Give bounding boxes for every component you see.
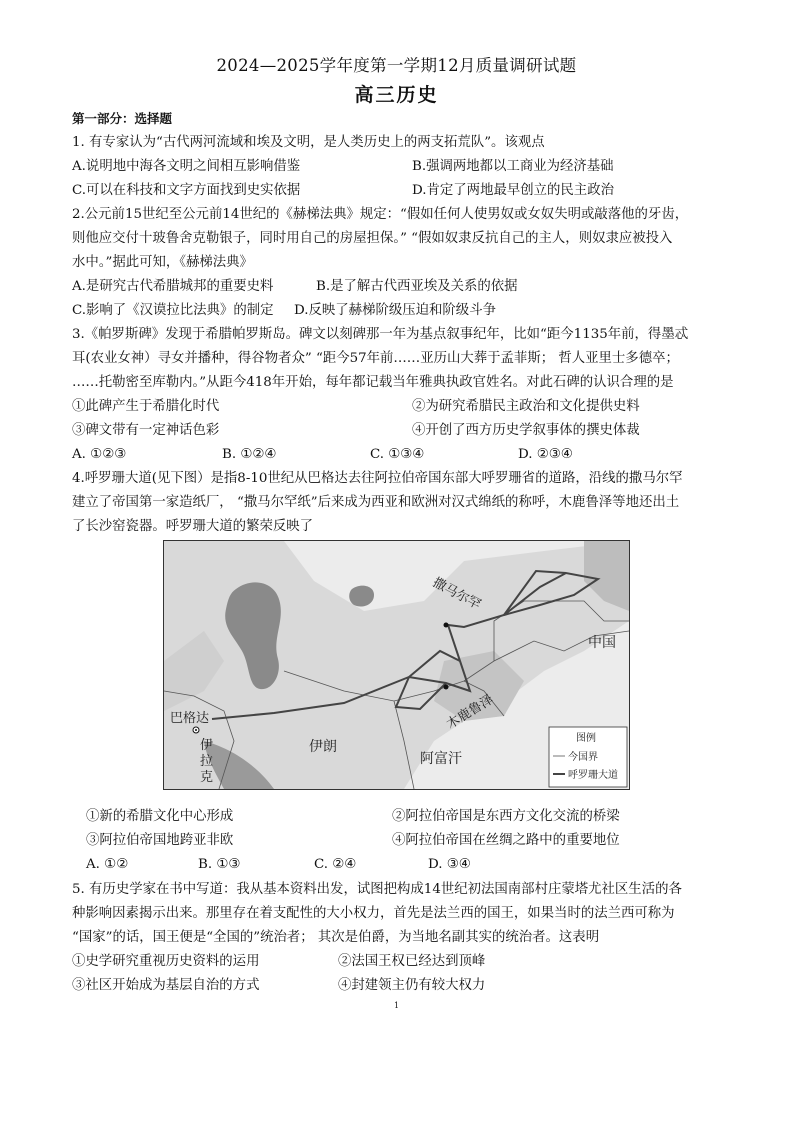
q2-option-d: D.反映了赫梯阶级压迫和阶级斗争 <box>294 303 496 318</box>
q2-stem-line1: 2.公元前15世纪至公元前14世纪的《赫梯法典》规定：“假如任何人使男奴或女奴失明或敲落他的牙齿， <box>72 207 689 222</box>
iraq-label: 伊 拉 克 <box>200 738 214 785</box>
q1-option-a: A.说明地中海各文明之间相互影响借鉴 <box>72 159 301 174</box>
q5-statement-3: ③社区开始成为基层自治的方式 <box>72 978 260 993</box>
q3-option-a: A. ①②③ <box>72 447 127 462</box>
merv-dot <box>444 685 449 690</box>
samarkand-dot <box>444 623 449 628</box>
q4-option-c: C. ②④ <box>314 857 357 872</box>
q5-stem-line2: 种影响因素揭示出来。那里存在着支配性的大小权力，首先是法兰西的国王，如果当时的法兰西可称为 <box>72 906 675 921</box>
q1-stem: 1. 有专家认为“古代两河流域和埃及文明，是人类历史上的两支拓荒队”。该观点 <box>72 135 545 150</box>
q4-statement-3: ③阿拉伯帝国地跨亚非欧 <box>86 833 234 848</box>
legend-title: 图例 <box>576 733 596 744</box>
q3-stem-line3: ……托勒密至库勒内。”从距今418年开始，每年都记载当年雅典执政官姓名。对此石碑的认识合理的是 <box>72 375 674 390</box>
q2-option-a: A.是研究古代希腊城邦的重要史料 <box>72 279 274 294</box>
q1-option-d: D.肯定了两地最早创立的民主政治 <box>412 183 614 198</box>
iran-label: 伊朗 <box>309 739 337 755</box>
map-svg <box>164 541 629 789</box>
q4-stem-line3: 了长沙窑瓷器。呼罗珊大道的繁荣反映了 <box>72 519 314 534</box>
q2-stem-line3: 水中。”据此可知，《赫梯法典》 <box>72 255 253 270</box>
merv-label: 木鹿鲁泽 <box>444 692 497 733</box>
q5-stem-line1: 5. 有历史学家在书中写道：我从基本资料出发，试图把构成14世纪初法国南部村庄蒙塔尤社区生活的各 <box>72 882 682 897</box>
q3-statement-4: ④开创了西方历史学叙事体的撰史体裁 <box>412 423 640 438</box>
q4-option-a: A. ①② <box>86 857 129 872</box>
q3-stem-line2: 耳(农业女神）寻女并播种，得谷物者众” “距今57年前……亚历山大葬于孟菲斯； 哲人亚里士多德卒； <box>72 351 679 366</box>
q4-statement-1: ①新的希腊文化中心形成 <box>86 809 234 824</box>
q1-option-b: B.强调两地都以工商业为经济基础 <box>412 159 614 174</box>
baghdad-label: 巴格达 <box>170 711 210 726</box>
q2-stem-line2: 则他应交付十玻鲁舍克勒银子，同时用自己的房屋担保。” “假如奴隶反抗自己的主人，则奴隶应被投入 <box>72 231 673 246</box>
q5-statement-4: ④封建领主仍有较大权力 <box>338 978 486 993</box>
q3-statement-1: ①此碑产生于希腊化时代 <box>72 399 220 414</box>
q4-option-d: D. ③④ <box>428 857 471 872</box>
q3-option-d: D. ②③④ <box>518 447 573 462</box>
legend-border-label: 今国界 <box>568 752 598 763</box>
q4-stem-line2: 建立了帝国第一家造纸厂， “撒马尔罕纸”后来成为西亚和欧洲对汉式绵纸的称呼，木鹿鲁泽等地还出土 <box>72 495 680 510</box>
iraq-label-char: 伊 <box>200 738 214 753</box>
legend-road-label: 呼罗珊大道 <box>568 770 618 781</box>
samarkand-label: 撒马尔罕 <box>430 575 484 613</box>
page-number: 1 <box>393 1001 400 1010</box>
q3-statement-3: ③碑文带有一定神话色彩 <box>72 423 220 438</box>
q4-option-b: B. ①③ <box>198 857 241 872</box>
china-label: 中国 <box>588 635 616 651</box>
q5-stem-line3: “国家”的话，国王便是“全国的”统治者； 其次是伯爵，为当地名副其实的统治者。这表明 <box>72 930 600 945</box>
q4-stem-line1: 4.呼罗珊大道(见下图）是指8-10世纪从巴格达去往阿拉伯帝国东部大呼罗珊省的道路，沿线的撒马尔罕 <box>72 471 683 486</box>
exam-subject: 高三历史 <box>354 84 439 106</box>
q3-statement-2: ②为研究希腊民主政治和文化提供史料 <box>412 399 640 414</box>
exam-title: 2024—2025学年度第一学期12月质量调研试题 <box>216 56 577 75</box>
q4-statement-2: ②阿拉伯帝国是东西方文化交流的桥梁 <box>392 809 620 824</box>
q1-option-c: C.可以在科技和文字方面找到史实依据 <box>72 183 301 198</box>
q5-statement-2: ②法国王权已经达到顶峰 <box>338 954 486 969</box>
part-heading: 第一部分：选择题 <box>72 111 173 126</box>
q3-stem-line1: 3.《帕罗斯碑》发现于希腊帕罗斯岛。碑文以刻碑那一年为基点叙事纪年，比如“距今1135年前，得墨忒 <box>72 327 689 342</box>
afghanistan-label: 阿富汗 <box>420 751 462 767</box>
q2-option-b: B.是了解古代西亚埃及关系的依据 <box>316 279 518 294</box>
q4-statement-4: ④阿拉伯帝国在丝绸之路中的重要地位 <box>392 833 620 848</box>
q3-option-b: B. ①②④ <box>222 447 277 462</box>
q2-option-c: C.影响了《汉谟拉比法典》的制定 <box>72 303 274 318</box>
q3-option-c: C. ①③④ <box>370 447 425 462</box>
q5-statement-1: ①史学研究重视历史资料的运用 <box>72 954 260 969</box>
khorasan-road-map <box>163 540 630 790</box>
